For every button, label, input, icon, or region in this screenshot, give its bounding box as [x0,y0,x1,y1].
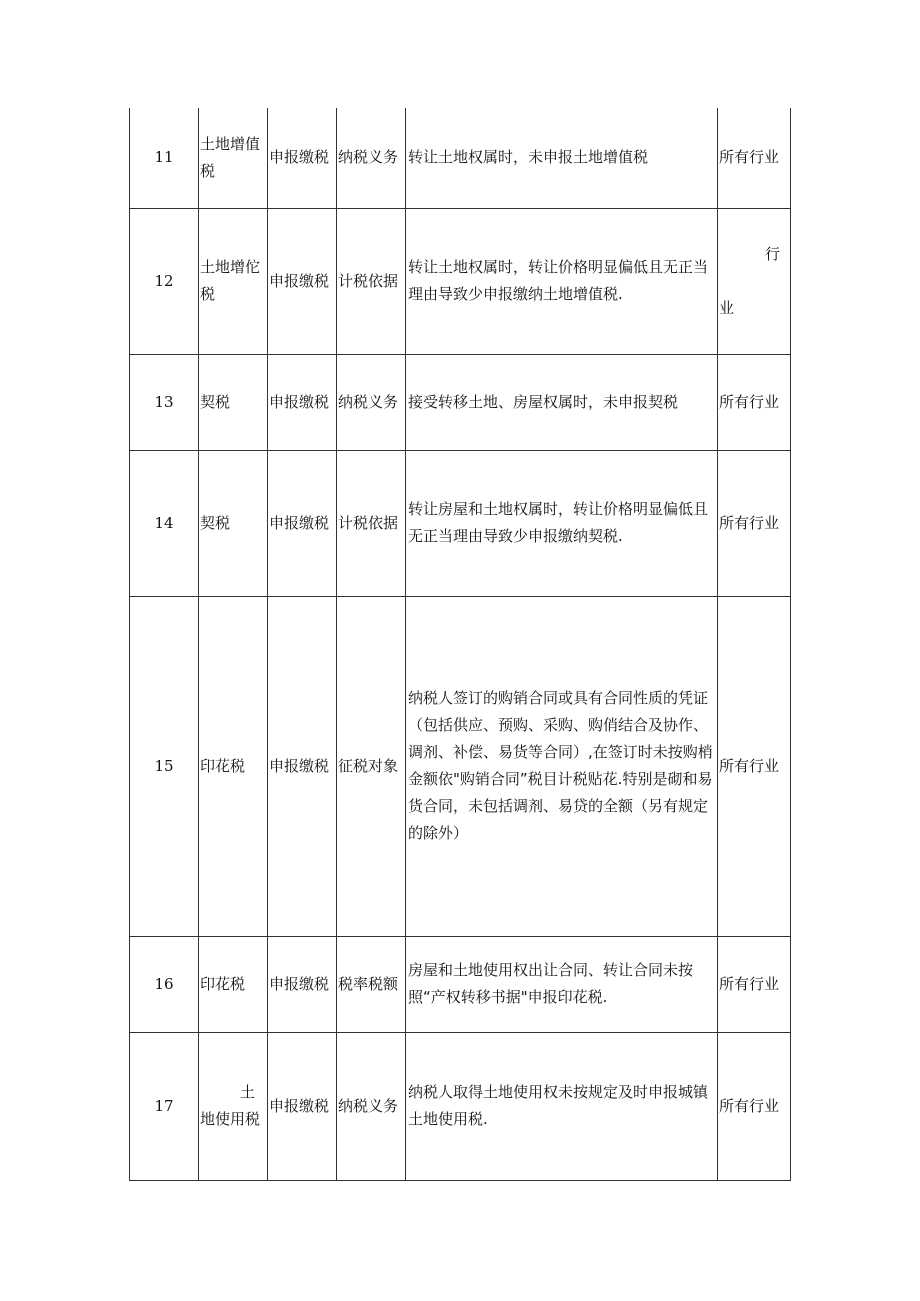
risk-item: 税率税额 [337,936,406,1032]
table-row [130,936,791,1032]
risk-item: 纳税义务 [337,1032,406,1180]
stage: 申报缴税 [268,108,337,208]
tax-type: 契税 [199,354,268,450]
risk-item: 计税依据 [337,450,406,596]
risk-description: 转让土地权属时，转让价格明显偏低且无正当理由导致少申报缴纳土地增值税. [406,208,718,354]
risk-item: 计税依据 [337,208,406,354]
risk-item: 纳税义务 [337,108,406,208]
table-row [130,208,791,354]
industry-part-a: 行 [764,244,780,263]
table-row [130,354,791,450]
industry [718,208,791,354]
risk-description: 纳税人取得土地使用权未按规定及时申报城镇土地使用税. [406,1032,718,1180]
risk-description: 接受转移土地、房屋权属时，未申报契税 [406,354,718,450]
stage: 申报缴税 [268,208,337,354]
stage: 申报缴税 [268,936,337,1032]
industry-part-b: 业 [719,298,735,317]
tax-type: 土地增佗税 [199,208,268,354]
stage: 申报缴税 [268,596,337,936]
table-row [130,450,791,596]
row-number: 14 [130,450,199,596]
row-number: 15 [130,596,199,936]
table-row [130,108,791,208]
risk-item: 征税对象 [337,596,406,936]
tax-type-part-b: 地使用税 [200,1110,261,1128]
tax-type: 土地增值税 [199,108,268,208]
row-number: 17 [130,1032,199,1180]
table-row [130,596,791,936]
row-number: 12 [130,208,199,354]
row-number: 16 [130,936,199,1032]
industry: 所有行业 [718,596,791,936]
stage: 申报缴税 [268,1032,337,1180]
table-row [130,1032,791,1180]
industry: 所有行业 [718,108,791,208]
industry: 所有行业 [718,354,791,450]
risk-description: 纳税人签订的购销合同或具有合同性质的凭证（包括供应、预购、采购、购俏结合及协作、调剂、补偿、易货等合同）,在签订时未按购梢金额依"购销合同”税目计税贴花.特别是砌和易货合同，未包括调剂、易贷的全额（另有规定的除外） [406,596,718,936]
industry: 所有行业 [718,450,791,596]
row-number: 11 [130,108,199,208]
tax-type [199,1032,268,1180]
stage: 申报缴税 [268,450,337,596]
risk-description: 房屋和土地使用权出让合同、转让合同未按照“产权转移书据"申报印花税. [406,936,718,1032]
industry: 所有行业 [718,936,791,1032]
tax-type: 印花税 [199,936,268,1032]
risk-description: 转让房屋和土地权属时，转让价格明显偏低且无正当理由导致少申报缴纳契税. [406,450,718,596]
industry: 所有行业 [718,1032,791,1180]
risk-item: 纳税义务 [337,354,406,450]
tax-type: 契税 [199,450,268,596]
row-number: 13 [130,354,199,450]
risk-description: 转让土地权属时，未申报土地增值税 [406,108,718,208]
stage: 申报缴税 [268,354,337,450]
tax-type-part-a: 土 [239,1083,255,1101]
tax-risk-table [129,108,791,1181]
tax-type: 印花税 [199,596,268,936]
